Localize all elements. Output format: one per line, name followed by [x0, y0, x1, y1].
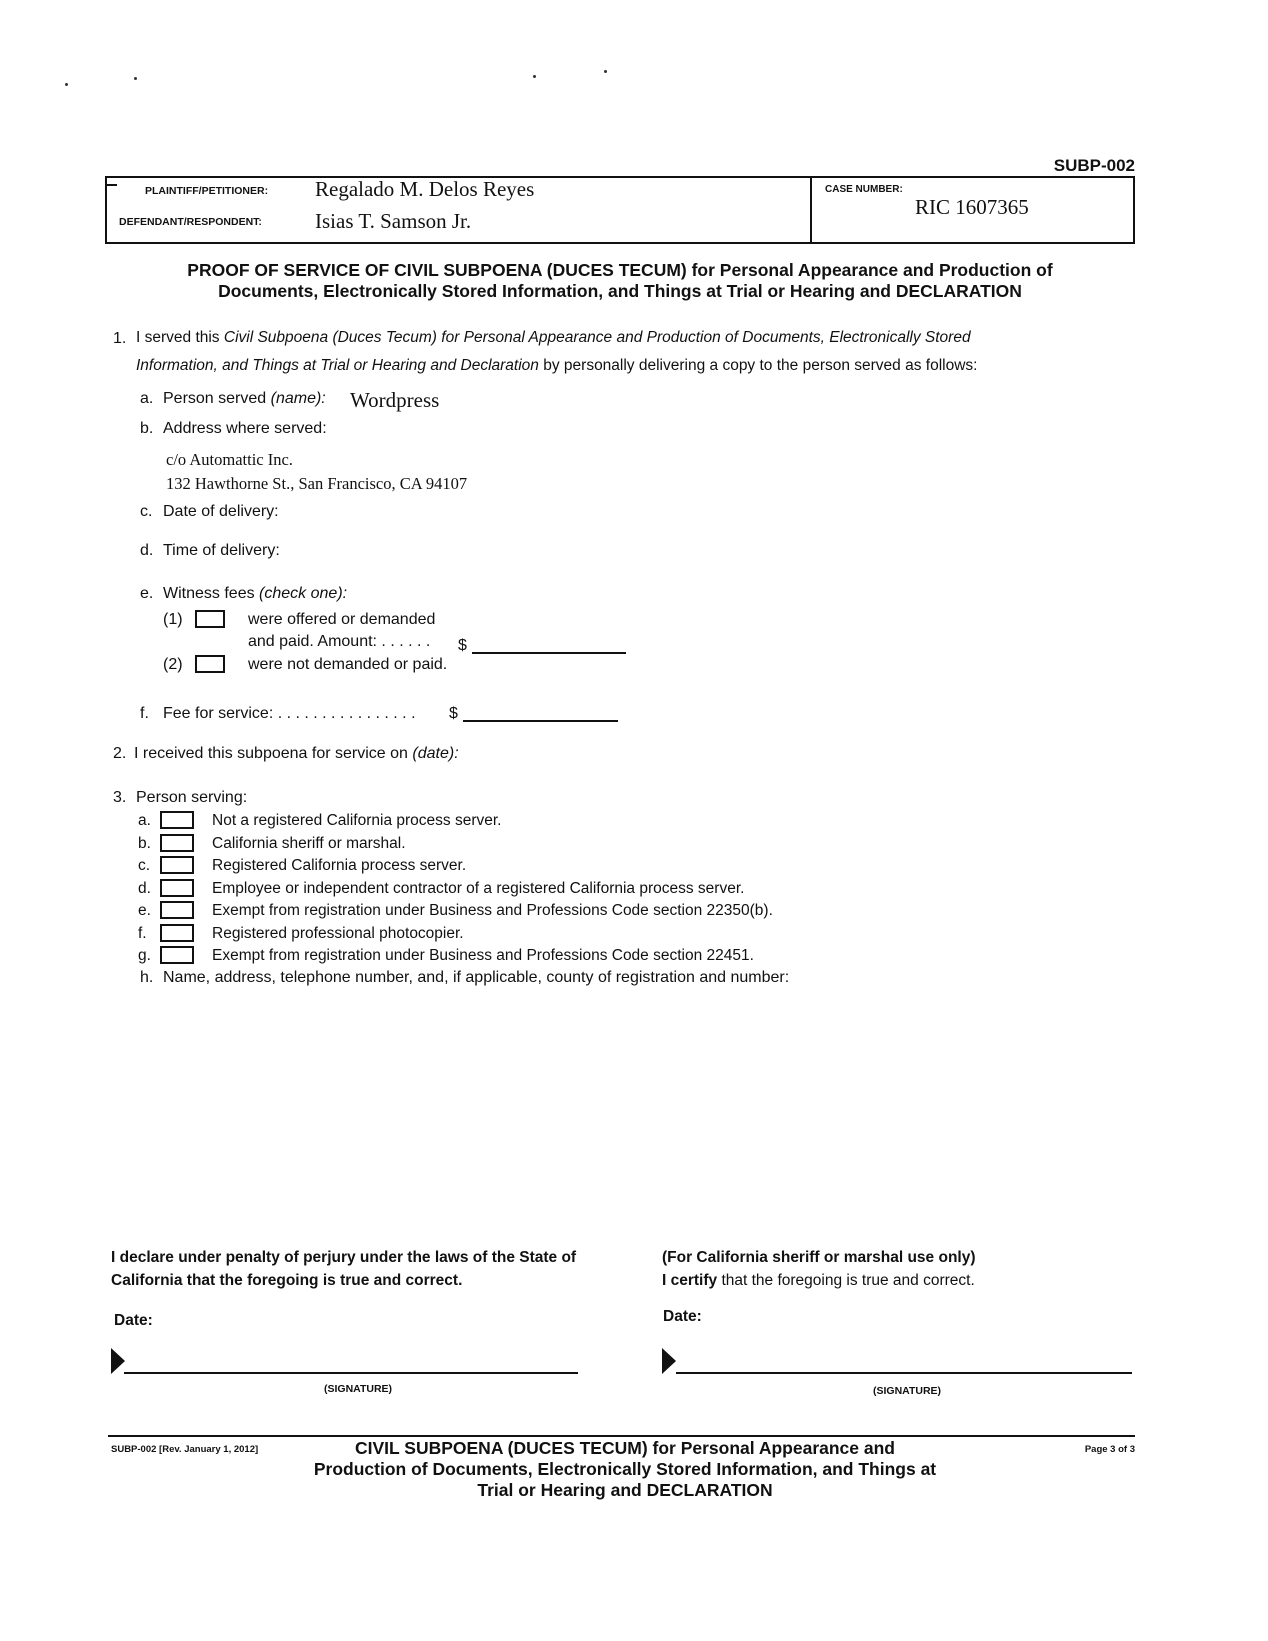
option-label: a.	[138, 812, 151, 829]
item1a-text-italic: (name):	[270, 390, 326, 407]
option-text: California sheriff or marshal.	[212, 834, 406, 852]
option-label: e.	[138, 902, 151, 919]
declaration-left-line1: I declare under penalty of perjury under the laws of the State of	[111, 1249, 577, 1266]
item1e2-number: (2)	[163, 656, 183, 673]
item1-statement	[136, 330, 1096, 380]
item1a-text-plain: Person served	[163, 390, 267, 407]
item3h-label: h.	[140, 969, 154, 986]
defendant-label: DEFENDANT/RESPONDENT:	[119, 216, 262, 228]
case-number-value: RIC 1607365	[915, 195, 1029, 219]
scan-speck	[65, 83, 68, 86]
item3h-text: Name, address, telephone number, and, if applicable, county of registration and number:	[163, 969, 790, 986]
item1a-label: a.	[140, 390, 154, 407]
option-text: Exempt from registration under Business and Professions Code section 22451.	[212, 947, 754, 964]
footer-title-line1: CIVIL SUBPOENA (DUCES TECUM) for Personal Appearance and	[355, 1438, 895, 1458]
item1e2-text: were not demanded or paid.	[248, 656, 448, 673]
item1f-text: Fee for service: . . . . . . . . . . . . . . . .	[163, 705, 416, 722]
scan-speck	[134, 77, 137, 80]
option-checkbox[interactable]	[160, 879, 194, 897]
witness-fee-amount-line[interactable]	[472, 652, 626, 654]
address-served-value	[166, 448, 467, 496]
caption-box	[105, 176, 1135, 244]
item1-number: 1.	[113, 330, 127, 347]
option-label: b.	[138, 834, 151, 852]
item1-text-italic2: Information, and Things at Trial or Hearing and Declaration	[136, 357, 539, 374]
item1d-label: d.	[140, 542, 154, 559]
address-line1: c/o Automattic Inc.	[166, 450, 293, 469]
witness-fee-not-demanded-checkbox[interactable]	[195, 655, 225, 673]
option-checkbox[interactable]	[160, 901, 194, 919]
right-signature-arrow-icon	[662, 1348, 676, 1374]
item1e1-text2: and paid. Amount: . . . . . .	[248, 633, 431, 650]
item1f-label: f.	[140, 705, 149, 722]
item2-text	[134, 745, 459, 763]
item1e1-number: (1)	[163, 611, 183, 628]
item1c-label: c.	[140, 503, 153, 520]
option-label: c.	[138, 857, 151, 874]
item1e1-dollar: $	[458, 637, 467, 654]
option-text: Exempt from registration under Business and Professions Code section 22350(b).	[212, 902, 773, 919]
plaintiff-label: PLAINTIFF/PETITIONER:	[145, 185, 269, 197]
plaintiff-value: Regalado M. Delos Reyes	[315, 177, 535, 201]
left-signature-label: (SIGNATURE)	[324, 1383, 393, 1395]
left-signature-line[interactable]	[124, 1372, 578, 1374]
option-text: Registered California process server.	[212, 857, 467, 874]
footer-rule	[108, 1435, 1135, 1437]
left-signature-arrow-icon	[111, 1348, 125, 1374]
item1e-text	[163, 585, 347, 603]
option-text: Registered professional photocopier.	[212, 924, 464, 942]
declaration-right-line2-rest: that the foregoing is true and correct.	[721, 1272, 975, 1289]
form-title	[105, 260, 1135, 302]
declaration-right-line1: (For California sheriff or marshal use only)	[662, 1249, 976, 1266]
declaration-right	[662, 1246, 976, 1292]
option-checkbox[interactable]	[160, 856, 194, 874]
item1b-text: Address where served:	[163, 420, 327, 437]
caption-tick	[107, 184, 117, 186]
item1-text-italic1: Civil Subpoena (Duces Tecum) for Personal Appearance and Production of Documents, Electronically Stored	[223, 329, 971, 346]
option-text: Not a registered California process server.	[212, 812, 502, 829]
option-text: Employee or independent contractor of a registered California process server.	[212, 879, 745, 897]
option-checkbox[interactable]	[160, 834, 194, 852]
option-checkbox[interactable]	[160, 946, 194, 964]
address-line2: 132 Hawthorne St., San Francisco, CA 94107	[166, 474, 468, 493]
scan-speck	[604, 70, 607, 73]
option-checkbox[interactable]	[160, 924, 194, 942]
declaration-right-line2	[662, 1269, 976, 1292]
option-label: f.	[138, 924, 147, 942]
item3-text: Person serving:	[136, 789, 248, 806]
footer-form-revision: SUBP-002 [Rev. January 1, 2012]	[111, 1444, 259, 1455]
person-served-value: Wordpress	[350, 388, 440, 412]
declaration-left-line2: California that the foregoing is true and correct.	[111, 1272, 463, 1289]
footer-page-number: Page 3 of 3	[1084, 1444, 1135, 1455]
witness-fee-paid-checkbox[interactable]	[195, 610, 225, 628]
option-label: g.	[138, 947, 151, 964]
declaration-right-line2-bold: I certify	[662, 1272, 718, 1289]
caption-divider	[810, 178, 812, 242]
item2-text-italic: (date):	[412, 745, 459, 762]
item1-text-b: by personally delivering a copy to the person served as follows:	[543, 357, 978, 374]
right-signature-line[interactable]	[676, 1372, 1132, 1374]
item1e-label: e.	[140, 585, 154, 602]
declaration-left	[111, 1246, 576, 1292]
item1c-text: Date of delivery:	[163, 503, 279, 520]
item1d-text: Time of delivery:	[163, 542, 280, 559]
option-checkbox[interactable]	[160, 811, 194, 829]
item1b-label: b.	[140, 420, 154, 437]
item2-text-plain: I received this subpoena for service on	[134, 745, 408, 762]
item1a-text	[163, 390, 326, 408]
item1e1-text1: were offered or demanded	[248, 611, 436, 628]
item1e-text-italic: (check one):	[259, 585, 348, 602]
scan-speck	[533, 75, 536, 78]
item1f-dollar: $	[449, 705, 458, 722]
item2-number: 2.	[113, 745, 127, 762]
form-title-line2: Documents, Electronically Stored Information, and Things at Trial or Hearing and DECLARATION	[218, 281, 1022, 301]
footer-title-line2: Production of Documents, Electronically Stored Information, and Things at	[313, 1459, 937, 1479]
right-signature-label: (SIGNATURE)	[873, 1385, 942, 1397]
item1e-text-plain: Witness fees	[163, 585, 255, 602]
form-id: SUBP-002	[1053, 156, 1135, 175]
item1-text-a: I served this	[136, 329, 220, 346]
fee-for-service-line[interactable]	[463, 720, 618, 722]
footer-title-line3: Trial or Hearing and DECLARATION	[477, 1480, 773, 1500]
form-title-line1: PROOF OF SERVICE OF CIVIL SUBPOENA (DUCES TECUM) for Personal Appearance and Production of	[187, 260, 1053, 280]
item3-number: 3.	[113, 789, 127, 806]
case-number-label: CASE NUMBER:	[825, 184, 903, 195]
option-label: d.	[138, 879, 151, 897]
defendant-value: Isias T. Samson Jr.	[315, 209, 472, 233]
footer-title	[280, 1438, 970, 1501]
right-date-label: Date:	[663, 1308, 702, 1325]
left-date-label: Date:	[114, 1312, 153, 1329]
